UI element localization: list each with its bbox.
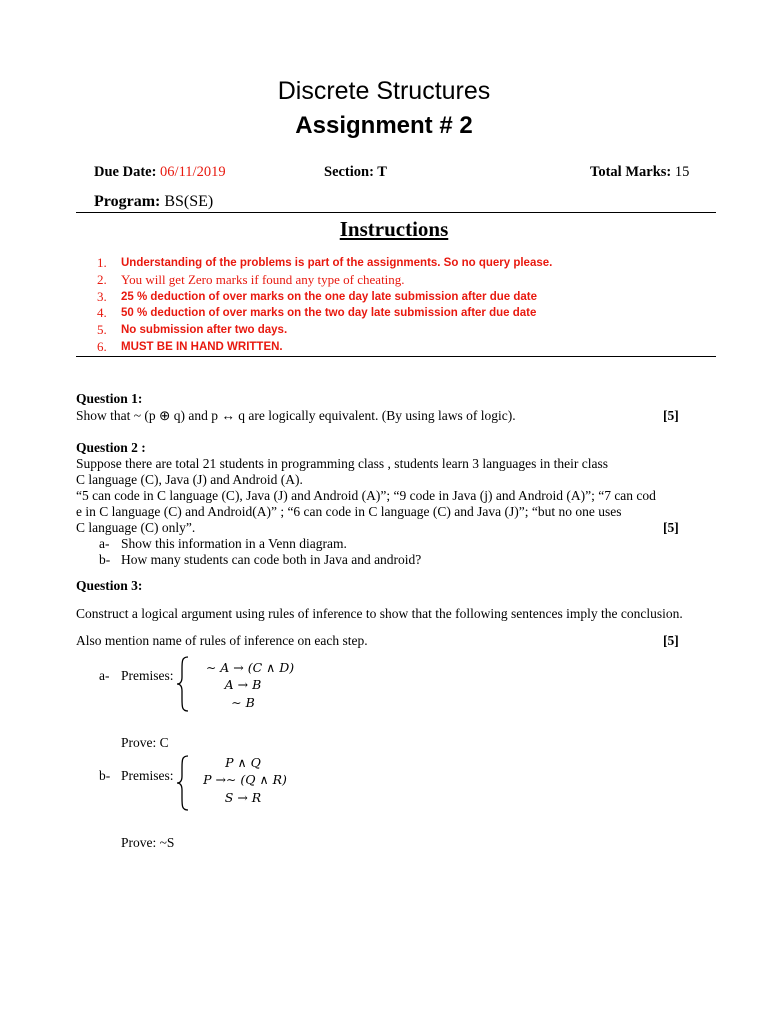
premise: ∼ B (231, 695, 255, 710)
instructions-list (97, 255, 552, 356)
premise: ∼ A → (C ∧ D) (205, 660, 295, 675)
question-2-line: Suppose there are total 21 students in programming class , students learn 3 languages in their class (76, 456, 609, 471)
part-b-prove: Prove: ~S (121, 835, 175, 850)
question-2-marks: [5] (663, 520, 679, 535)
premise: S → R (224, 790, 262, 805)
section-label: Section: T (324, 164, 387, 180)
question-2-line: e in C language (C) and Android(A)” ; “6 can code in C language (C) and Java (J)”; “but no one uses (76, 504, 622, 519)
part-a-label: a- (99, 668, 110, 683)
document-title: Discrete Structures (277, 77, 491, 105)
instruction-item: 5. No submission after two days. (97, 322, 288, 338)
premise: P →∼ (Q ∧ R) (203, 772, 287, 787)
part-a-premises-label: Premises: (121, 668, 174, 683)
question-3-line: Also mention name of rules of inference on each step. (76, 633, 368, 648)
question-3-line: Construct a logical argument using rules of inference to show that the following sentences imply the conclusion. (76, 606, 683, 621)
premise: A → B (224, 677, 262, 692)
instructions-title: Instructions (339, 217, 449, 241)
program (94, 192, 213, 212)
question-2-line: C language (C) only”. (76, 520, 196, 535)
instruction-item: 6. MUST BE IN HAND WRITTEN. (97, 338, 283, 354)
question-1-marks: [5] (663, 408, 679, 423)
assignment-number: Assignment # 2 (295, 112, 473, 139)
total-marks-label: Total Marks: (590, 164, 672, 180)
question-2-part-label: b- (99, 552, 111, 567)
question-1-heading: Question 1: (76, 391, 143, 406)
question-3-heading: Question 3: (76, 578, 143, 593)
left-brace-icon (176, 754, 190, 812)
question-2-line: C language (C), Java (J) and Android (A). (76, 472, 303, 487)
question-1-text: Show that ~ (p ⊕ q) and p ↔ q are logically equivalent. (By using laws of logic). (76, 408, 516, 423)
part-b-label: b- (99, 768, 111, 783)
due-date-label: Due Date: (94, 164, 157, 180)
due-date (94, 163, 226, 181)
question-2-part-label: a- (99, 536, 110, 551)
instruction-item: 1. Understanding of the problems is part of the assignments. So no query please. (97, 255, 553, 270)
instruction-item: 3. 25 % deduction of over marks on the one day late submission after due date (97, 288, 538, 304)
question-2-part-text: How many students can code both in Java and android? (121, 552, 422, 567)
due-date-value: 06/11/2019 (160, 164, 226, 180)
divider-bottom (76, 356, 716, 357)
instruction-item: 4. 50 % deduction of over marks on the two day late submission after due date (97, 305, 537, 321)
program-label: Program: (94, 193, 161, 210)
section (324, 163, 387, 181)
part-a-prove: Prove: C (121, 735, 169, 750)
instruction-item: 2. You will get Zero marks if found any type of cheating. (97, 271, 405, 287)
program-value: BS(SE) (164, 193, 214, 210)
part-b-premises-label: Premises: (121, 768, 174, 783)
question-3-marks: [5] (663, 633, 679, 648)
total-marks-value: 15 (674, 164, 690, 180)
question-2-heading: Question 2 : (76, 440, 146, 455)
divider-top (76, 212, 716, 213)
left-brace-icon (176, 655, 190, 713)
question-2-part-text: Show this information in a Venn diagram. (121, 536, 347, 551)
question-2-line: “5 can code in C language (C), Java (J) and Android (A)”; “9 code in Java (j) and Android (A)”; “7 can cod (76, 488, 656, 503)
total-marks (590, 163, 689, 181)
premise: P ∧ Q (225, 755, 261, 770)
